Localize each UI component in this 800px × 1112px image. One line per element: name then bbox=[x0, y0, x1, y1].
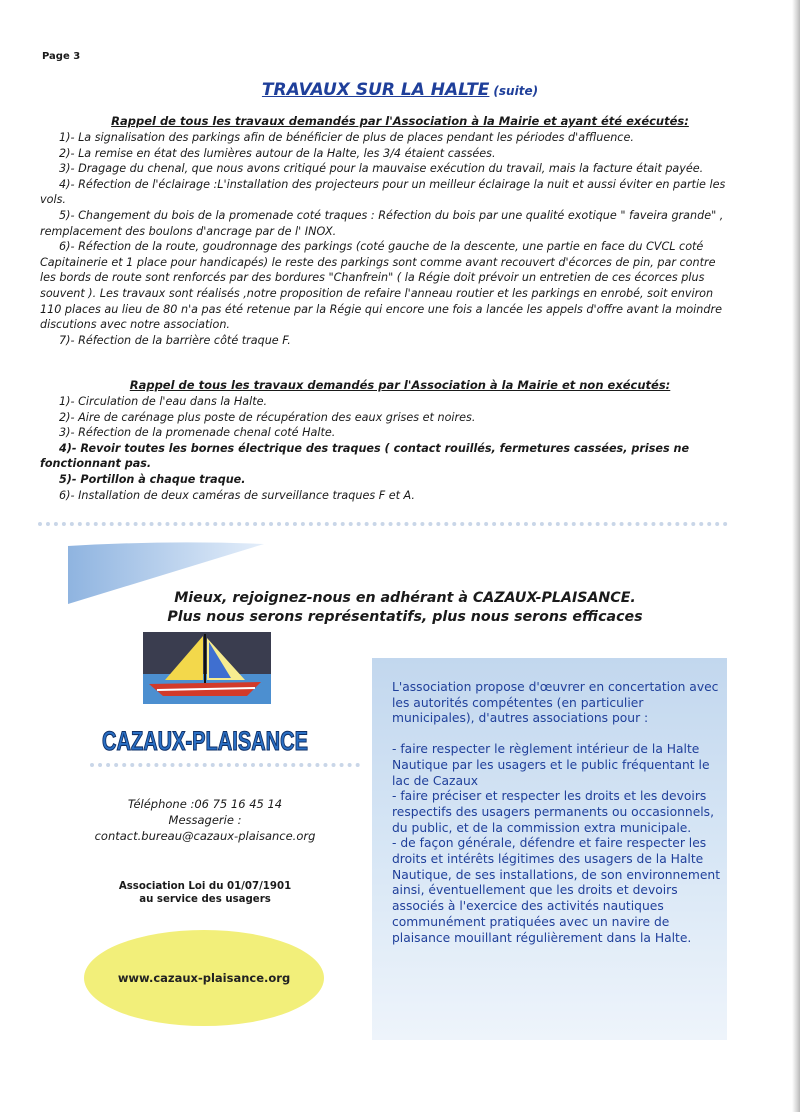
list-item: 7)- Réfection de la barrière côté traque F. bbox=[59, 333, 291, 347]
association-line-2: au service des usagers bbox=[139, 894, 271, 905]
dotted-divider bbox=[90, 763, 360, 767]
list-item: 4)- Revoir toutes les bornes électrique des traques ( contact rouillés, fermetures cassées, prises ne fonctionnant pas. bbox=[40, 441, 690, 471]
executed-list bbox=[40, 130, 730, 348]
not-executed-list bbox=[40, 394, 730, 503]
dotted-divider bbox=[38, 522, 728, 526]
list-item: 2)- La remise en état des lumières autour de la Halte, les 3/4 étaient cassées. bbox=[59, 146, 496, 160]
list-item: 5)- Changement du bois de la promenade coté traques : Réfection du bois par une qualité exotique " faveira grande" , remplacement des boulons d'ancrage par de l' INOX. bbox=[40, 208, 724, 238]
title-suffix: (suite) bbox=[493, 84, 539, 98]
svg-text:CAZAUX-PLAISANCE: CAZAUX-PLAISANCE bbox=[102, 726, 308, 756]
slogan-line-2: Plus nous serons représentatifs, plus nous serons efficaces bbox=[167, 609, 643, 625]
list-item: 6)- Installation de deux caméras de surveillance traques F et A. bbox=[59, 488, 415, 502]
info-intro: L'association propose d'œuvrer en concertation avec les autorités compétentes (en particulier municipales), d'autres associations pour : bbox=[392, 680, 719, 726]
contact-phone: Téléphone :06 75 16 45 14 bbox=[127, 797, 283, 811]
association-line-1: Association Loi du 01/07/1901 bbox=[118, 881, 292, 892]
info-text bbox=[392, 680, 722, 946]
slogan-line-1: Mieux, rejoignez-nous en adhérant à CAZAUX-PLAISANCE. bbox=[174, 590, 636, 606]
title-block bbox=[0, 80, 800, 100]
logo-wordmark bbox=[98, 716, 312, 760]
not-executed-heading: Rappel de tous les travaux demandés par l'Association à la Mairie et non exécutés: bbox=[129, 378, 671, 392]
list-item: 6)- Réfection de la route, goudronnage des parkings (coté gauche de la descente, une partie en face du CVCL coté Capitainerie et 1 place pour handicapés) le reste des parkings sont comme avant recouvert d'écorces de pin, par contre les bords de route sont renforcés par des bordures "Chanfrein" ( la Régie doit prévoir un entretien de ces écorces plus souvent ). Les travaux sont réalisés ,notre proposition de refaire l'anneau routier et les parkings en enrobé, soit environ 110 places au lieu de 80 n'a pas été retenue par la Régie qui encore une fois a lancée les appels d'offre avant la moindre discutions avec notre association. bbox=[40, 240, 722, 332]
sailboat-logo bbox=[143, 632, 271, 704]
list-item: 2)- Aire de carénage plus poste de récupération des eaux grises et noires. bbox=[59, 410, 476, 424]
contact-messagerie: Messagerie : bbox=[168, 813, 242, 827]
list-item: 4)- Réfection de l'éclairage :L'installation des projecteurs pour un meilleur éclairage la nuit et aussi éviter en partie les vols. bbox=[40, 177, 726, 207]
executed-heading: Rappel de tous les travaux demandés par l'Association à la Mairie et ayant été exécutés: bbox=[111, 114, 689, 128]
website-link[interactable]: www.cazaux-plaisance.org bbox=[117, 971, 291, 985]
info-point: - faire préciser et respecter les droits et les devoirs respectifs des usagers permanents ou occasionnels, du public, et de la commission extra municipale. bbox=[392, 789, 714, 835]
page-number: Page 3 bbox=[42, 51, 81, 62]
info-point: - de façon générale, défendre et faire respecter les droits et intérêts légitimes des usagers de la Halte Nautique, de ses installations, de son environnement ainsi, éventuellement que les droits et devoirs associés à l'exercice des activités nautiques communément pratiquées avec un navire de plaisance mouillant régulièrement dans la Halte. bbox=[392, 836, 721, 945]
contact-email[interactable]: contact.bureau@cazaux-plaisance.org bbox=[94, 829, 316, 843]
page-title: TRAVAUX SUR LA HALTE bbox=[261, 80, 490, 100]
list-item: 3)- Réfection de la promenade chenal coté Halte. bbox=[59, 426, 336, 440]
list-item: 1)- La signalisation des parkings afin de bénéficier de plus de places pendant les périodes d'affluence. bbox=[59, 131, 634, 144]
list-item: 1)- Circulation de l'eau dans la Halte. bbox=[59, 395, 268, 408]
website-oval[interactable] bbox=[84, 930, 324, 1026]
info-point: - faire respecter le règlement intérieur de la Halte Nautique par les usagers et le public fréquentant le lac de Cazaux bbox=[392, 742, 710, 788]
scan-edge-shadow bbox=[792, 0, 800, 1112]
list-item: 3)- Dragage du chenal, que nous avons critiqué pour la mauvaise exécution du travail, mais la facture était payée. bbox=[59, 162, 704, 176]
list-item: 5)- Portillon à chaque traque. bbox=[59, 472, 246, 486]
